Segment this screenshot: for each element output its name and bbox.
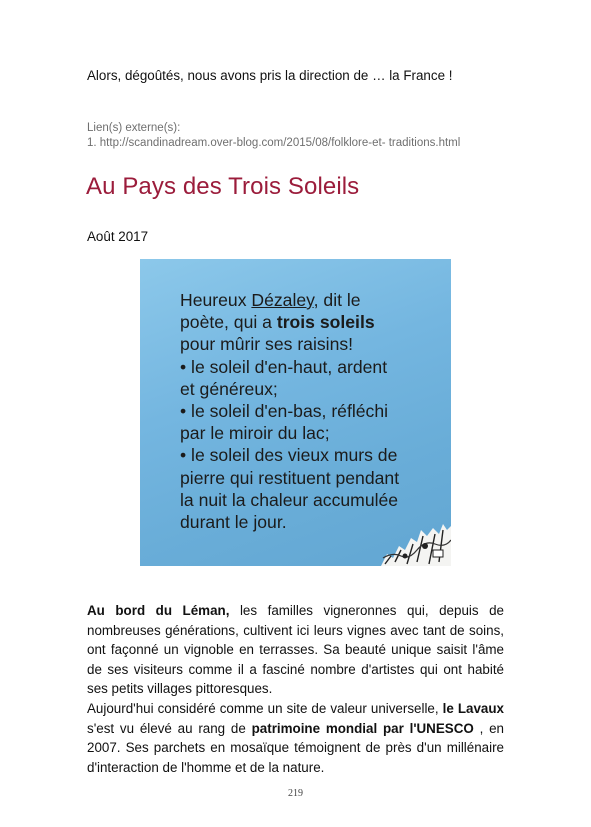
- sign-photo: [140, 259, 451, 566]
- page-number: 219: [288, 788, 303, 799]
- sign-line: Heureux Dézaley, dit le: [180, 290, 361, 310]
- sign-line: pierre qui restituent pendant: [180, 467, 400, 488]
- sign-line: pour mûrir ses raisins!: [180, 334, 354, 355]
- sign-line: par le miroir du lac;: [180, 423, 330, 444]
- sign-line: la nuit la chaleur accumulée: [180, 489, 399, 510]
- section-date: Août 2017: [87, 229, 149, 244]
- sign-text: [180, 289, 399, 533]
- sign-line: • le soleil d'en-haut, ardent: [180, 356, 388, 377]
- external-links-label: Lien(s) externe(s):: [87, 122, 181, 134]
- sign-line: et généreux;: [180, 378, 278, 399]
- sign-line: • le soleil d'en-bas, réfléchi: [180, 401, 389, 422]
- body-text: [87, 601, 504, 777]
- sign-line: • le soleil des vieux murs de: [180, 445, 398, 466]
- paragraph: Au bord du Léman, les familles vigneronnes qui, depuis de nombreuses générations, cultivent ici leurs vignes avec tant de soins, ont façonné un vignoble en terrasses. Sa beauté unique saisit l'âme de ses visiteurs comme il a fasciné nombre d'artistes qui ont habité ses petits villages pittoresques.: [87, 603, 504, 697]
- sign-line: durant le jour.: [180, 512, 287, 533]
- external-link[interactable]: 1. http://scandinadream.over-blog.com/2015/08/folklore-et- traditions.html: [87, 137, 461, 149]
- intro-sentence: Alors, dégoûtés, nous avons pris la direction de … la France !: [87, 68, 453, 83]
- sketch-decoration-icon: [381, 506, 451, 566]
- paragraph: Aujourd'hui considéré comme un site de valeur universelle, le Lavaux s'est vu élevé au rang de patrimoine mondial par l'UNESCO , en 2007. Ses parchets en mosaïque témoignent de près d'un millénaire d'interaction de l'homme et de la nature.: [87, 700, 504, 775]
- section-title: Au Pays des Trois Soleils: [86, 173, 360, 200]
- sign-line: poète, qui a trois soleils: [180, 312, 375, 333]
